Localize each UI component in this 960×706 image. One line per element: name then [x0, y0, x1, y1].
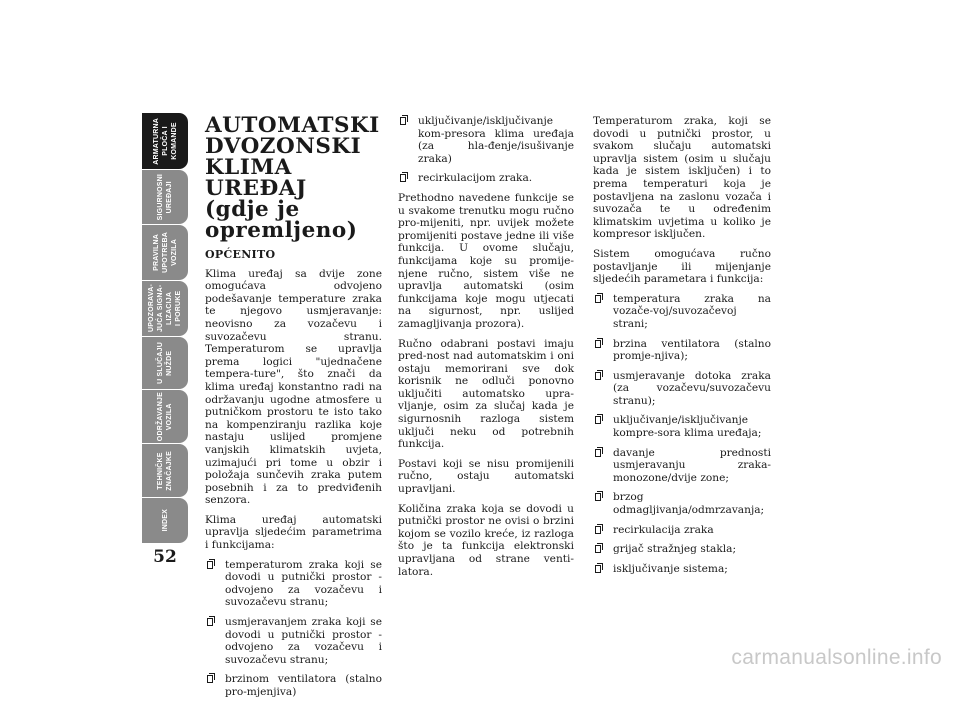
tab-sigurnosni-uredaji[interactable] [142, 170, 188, 224]
list-item-text: grijač stražnjeg stakla; [613, 543, 737, 556]
list-item-text: davanje prednosti usmjeravanju zraka-monozone/dvije zone; [613, 446, 771, 484]
list-item [593, 563, 771, 576]
column-1 [205, 115, 382, 706]
tab-odrzavanje-vozila[interactable] [142, 390, 188, 443]
watermark: carmanualsonline.info [731, 646, 942, 669]
tab-pravilna-upotreba[interactable] [142, 225, 188, 280]
checkbox-bullet-icon [595, 565, 601, 573]
list-item [593, 524, 771, 537]
checkbox-bullet-icon [595, 526, 601, 534]
paragraph: Klima uređaj automatski upravlja sljedećim parametrima i funkcijama: [205, 513, 382, 552]
paragraph: Količina zraka koja se dovodi u putnički prostor ne ovisi o brzini kojom se vozilo kreće, iz razloga što je ta funkcija elektronski upravljana od strane venti-latora. [398, 502, 574, 578]
paragraph: Klima uređaj sa dvije zone omogućava odvojeno podešavanje temperature zraka te njegovo usmjeravanje: neovisno za vozačevu i suvozačevu stranu. Temperaturom se upravlja prema logici "ujednačene tempera-ture", što znači da klima uređaj konstantno radi na održavanju ugodne atmosfere u putničkom prostoru te isto tako na kompenziranju razlika koje nastaju uslijed promjene vanjskih klimatskih uvjeta, uzimajući pri tome u obzir i položaja sunčevih zraka putem posebnih i za to predviđenih senzora. [205, 267, 382, 507]
checkbox-bullet-icon [595, 449, 601, 457]
checkbox-bullet-icon [207, 561, 213, 569]
list-item-text: brzinom ventilatora (stalno pro-mjenjiva) [225, 673, 382, 698]
chapter-tabs [142, 113, 188, 543]
checkbox-bullet-icon [400, 117, 406, 125]
list-item-text: usmjeravanjem zraka koji se dovodi u putnički prostor - odvojeno za vozačevu i suvozačevu stranu; [225, 616, 382, 666]
list-item [593, 293, 771, 331]
column-2 [398, 115, 574, 585]
checkbox-bullet-icon [595, 493, 601, 501]
list-item [205, 673, 382, 698]
list-item-text: brzog odmagljivanja/odmrzavanja; [613, 491, 765, 517]
paragraph: Prethodno navedene funkcije se u svakome trenutku mogu ručno pro-mijeniti, npr. uvijek možete promijeniti postave jedne ili više funkcija. U ovome slučaju, funkcijama koje su promije-njene ručno, sistem više ne upravlja automatski (osim funkcijama koje mogu utjecati na sigurnost, npr. uslijed zamagljivanja prozora). [398, 191, 574, 330]
paragraph: Sistem omogućava ručno postavljanje ili mijenjanje sljedećih parametara i funkcija: [593, 247, 771, 286]
list-item [398, 115, 574, 165]
list-item-text: usmjeravanje dotoka zraka (za vozačevu/suvozačevu stranu); [613, 369, 771, 407]
tab-armaturna-ploca[interactable] [142, 113, 188, 169]
list-item-text: temperaturom zraka koji se dovodi u putnički prostor - odvojeno za vozačevu i suvozačevu stranu; [225, 558, 382, 609]
list-item-text: uključivanje/isključivanje kom-presora klima uređaja (za hla-đenje/isušivanje zraka) [418, 115, 574, 165]
list-item [205, 616, 382, 666]
tab-label: PRAVILNA UPOTREBA VOZILA [152, 232, 178, 273]
paragraph: Postavi koji se nisu promijenili ručno, ostaju automatski upravljani. [398, 457, 574, 496]
tab-u-slucaju-nuzde[interactable] [142, 337, 188, 389]
list-item [593, 447, 771, 485]
list-item-text: isključivanje sistema; [613, 562, 728, 575]
list-item [593, 338, 771, 363]
paragraph: Ručno odabrani postavi imaju pred-nost nad automatskim i oni ostaju memorirani sve dok korisnik ne odluči ponovno uključiti automatsko upra-vljanje, osim za slučaj kada je sigurnosnih razloga sistem uključi neku od potrebnih funkcija. [398, 337, 574, 451]
tab-label: TEHNIČKE ZNAČAJKE [157, 450, 173, 491]
checkbox-bullet-icon [595, 372, 601, 380]
list-item-text: temperatura zraka na vozače-voj/suvozačevoj strani; [613, 292, 771, 330]
checkbox-bullet-icon [400, 174, 406, 182]
checkbox-bullet-icon [595, 416, 601, 424]
checkbox-bullet-icon [595, 545, 601, 553]
tab-label: SIGURNOSNI UREĐAJI [157, 173, 173, 221]
list-item [593, 414, 771, 439]
list-item-text: brzina ventilatora (stalno promje-njiva); [613, 337, 771, 363]
list-item [593, 543, 771, 556]
tab-label: U SLUČAJU NUŽDE [157, 342, 173, 384]
paragraph: Temperaturom zraka, koji se dovodi u putnički prostor, u svakom slučaju automatski upravlja sistem (osim u slučaju kada je sistem isključen) i to prema temperaturi koja je postavljena na zaslonu vozača i suvozača te u određenim klimatskim uvjetima u koliko je kompresor isključen. [593, 115, 771, 241]
tab-label: ODRŽAVANJE VOZILA [157, 391, 173, 442]
tab-label: ARMATURNA PLOČA I KOMANDE [152, 117, 178, 165]
list-item-text: uključivanje/isključivanje kompre-sora klima uređaja; [613, 414, 762, 440]
bullet-list [593, 293, 771, 576]
list-item-text: recirkulacija zraka [613, 523, 714, 536]
checkbox-bullet-icon [207, 675, 213, 683]
page-title: AUTOMATSKI DVOZONSKI KLIMA UREĐAJ (gdje je opremljeno) [205, 113, 380, 243]
checkbox-bullet-icon [207, 618, 213, 626]
tab-label: UPOZORAVA- JUĆA SIGNA- LIZACIJA I PORUKE [148, 284, 182, 333]
column-3 [593, 115, 771, 582]
list-item-text: recirkulacijom zraka. [418, 172, 533, 185]
section-heading: OPĆENITO [205, 248, 276, 261]
checkbox-bullet-icon [595, 340, 601, 348]
checkbox-bullet-icon [595, 295, 601, 303]
tab-label: INDEX [161, 509, 169, 532]
tab-index[interactable] [142, 498, 188, 543]
tab-tehnicke-znacajke[interactable] [142, 444, 188, 497]
page-number: 52 [153, 547, 177, 567]
bullet-list [398, 115, 574, 185]
list-item [398, 172, 574, 185]
list-item [593, 370, 771, 408]
tab-upozoravajuca-signalizacija[interactable] [142, 281, 188, 336]
list-item [205, 559, 382, 609]
list-item [593, 491, 771, 516]
